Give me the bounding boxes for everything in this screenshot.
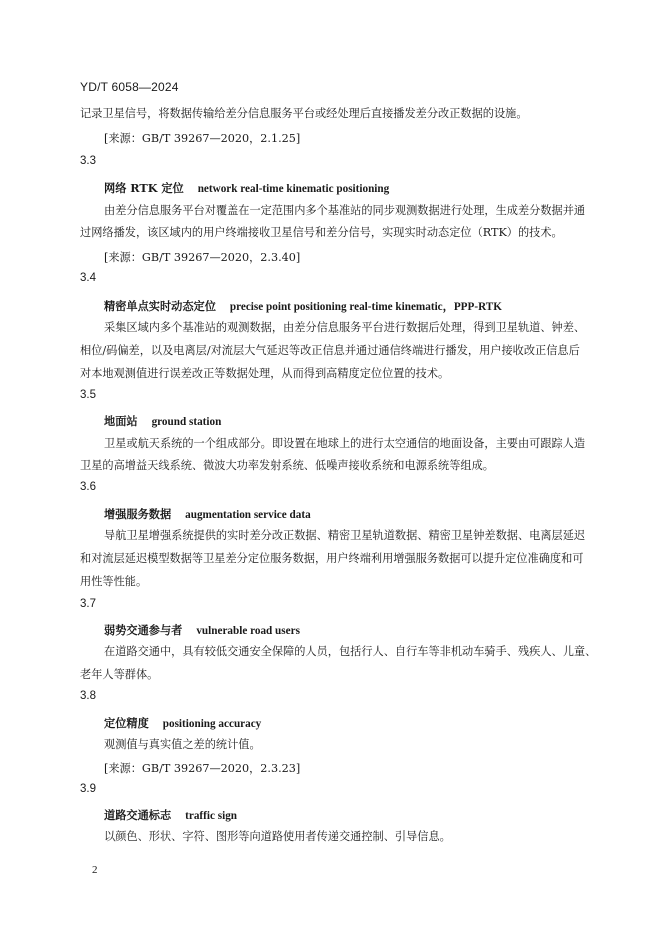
intro-source: [来源：GB/T 39267—2020，2.1.25]: [104, 132, 301, 145]
term-heading: [104, 298, 502, 314]
definition-line: 采集区域内多个基准站的观测数据，由差分信息服务平台进行数据后处理，得到卫星轨道、钟差、: [104, 321, 586, 334]
term-en: traffic sign: [185, 810, 238, 822]
section-source: [来源：GB/T 39267—2020，2.3.23]: [104, 762, 301, 775]
intro-text: 记录卫星信号，将数据传输给差分信息服务平台或经处理后直接播发差分改正数据的设施。: [80, 107, 528, 120]
term-zh: 道路交通标志: [104, 808, 172, 822]
term-heading: [104, 715, 261, 731]
definition-line: 相位/码偏差，以及电离层/对流层大气延迟等改正信息并通过通信终端进行播发，用户接收改正信息后: [80, 344, 580, 357]
term-en: positioning accuracy: [162, 718, 262, 730]
definition-line: 和对流层延迟模型数据等卫星差分定位服务数据，用户终端利用增强服务数据可以提升定位准确度和可: [80, 552, 584, 565]
term-heading: [104, 506, 311, 522]
definition-line: 由差分信息服务平台对覆盖在一定范围内多个基准站的同步观测数据进行处理，生成差分数据并通: [104, 204, 586, 217]
section-number: 3.8: [80, 690, 96, 702]
section-number: 3.4: [80, 272, 96, 284]
definition-line: 以颜色、形状、字符、图形等向道路使用者传递交通控制、引导信息。: [104, 830, 451, 843]
section-number: 3.7: [80, 598, 96, 610]
document-code-header: YD/T 6058—2024: [80, 80, 179, 94]
definition-line: 过网络播发，该区域内的用户终端接收卫星信号和差分信号，实现实时动态定位（RTK）的技术。: [80, 226, 563, 239]
term-zh: 精密单点实时动态定位: [104, 299, 216, 313]
definition-line: 观测值与真实值之差的统计值。: [104, 738, 261, 751]
term-zh: 增强服务数据: [104, 507, 172, 521]
definition-line: 对本地观测值进行误差改正等数据处理，从而得到高精度定位位置的技术。: [80, 367, 450, 380]
term-heading: [104, 180, 389, 196]
section-number: 3.9: [80, 783, 96, 795]
term-en: ground station: [151, 416, 222, 428]
term-en: precise point positioning real-time kinematic，PPP-RTK: [229, 301, 502, 313]
definition-line: 老年人等群体。: [80, 668, 159, 681]
section-number: 3.5: [80, 389, 96, 401]
section-number: 3.6: [80, 481, 96, 493]
term-en: vulnerable road users: [196, 625, 300, 637]
definition-line: 用性等性能。: [80, 575, 148, 588]
term-heading: [104, 413, 221, 429]
term-zh: 定位精度: [104, 716, 149, 730]
term-zh: 地面站: [104, 414, 138, 428]
term-heading: [104, 622, 300, 638]
section-number: 3.3: [80, 155, 96, 167]
term-zh: 网络 RTK 定位: [104, 181, 184, 195]
section-source: [来源：GB/T 39267—2020，2.3.40]: [104, 251, 301, 264]
term-en: augmentation service data: [185, 509, 311, 521]
definition-line: 卫星或航天系统的一个组成部分。即设置在地球上的进行太空通信的地面设备，主要由可跟踪人造: [104, 437, 586, 450]
term-en: network real-time kinematic positioning: [197, 183, 390, 195]
definition-line: 卫星的高增益天线系统、微波大功率发射系统、低噪声接收系统和电源系统等组成。: [80, 459, 494, 472]
term-zh: 弱势交通参与者: [104, 623, 183, 637]
definition-line: 在道路交通中，具有较低交通安全保障的人员，包括行人、自行车等非机动车骑手、残疾人、儿童、: [104, 645, 597, 658]
page-number: 2: [92, 864, 98, 876]
term-heading: [104, 807, 237, 823]
definition-line: 导航卫星增强系统提供的实时差分改正数据、精密卫星轨道数据、精密卫星钟差数据、电离层延迟: [104, 529, 586, 542]
